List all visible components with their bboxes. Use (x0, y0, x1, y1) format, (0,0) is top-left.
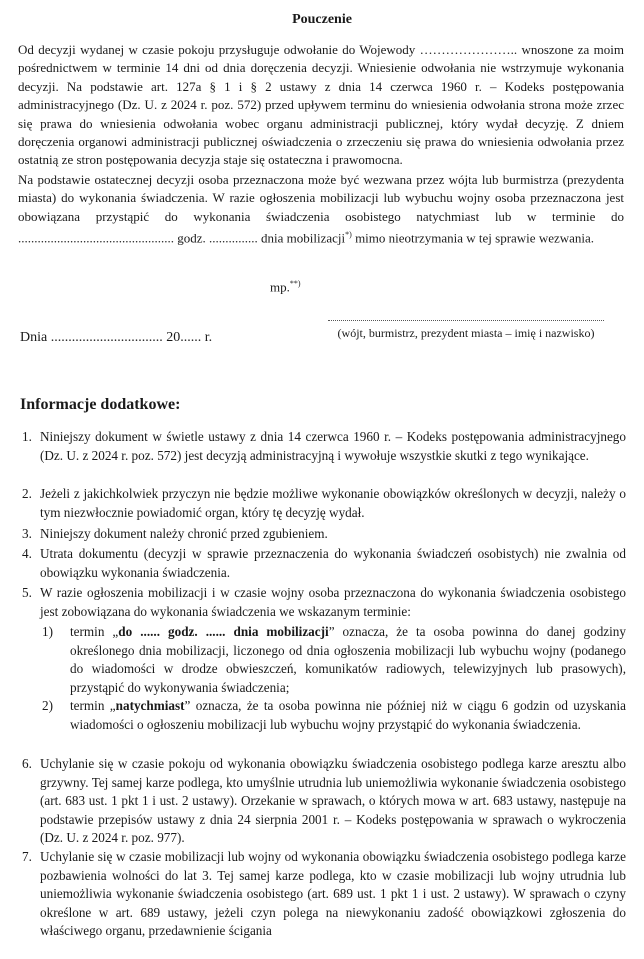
list-item-text: W razie ogłoszenia mobilizacji i w czasie wojny osoba przeznaczona do wykonania świadczenia osobistego jest zobowiązana do wykonania świadczenia we wskazanym terminie: (40, 585, 626, 619)
signature-line (328, 320, 604, 321)
term-prefix: termin „ (70, 624, 119, 639)
list-item-text: Niniejszy dokument w świetle ustawy z dnia 14 czerwca 1960 r. – Kodeks postępowania administracyjnego (Dz. U. z 2024 r. poz. 572) jest decyzją administracyjną i wywołuje wszystkie skutki z tego wynikające. (40, 429, 626, 463)
list-item (22, 485, 626, 522)
list-number: 3. (22, 526, 32, 541)
list-number: 7. (22, 849, 32, 864)
list-number: 2) (42, 698, 53, 713)
signature-caption: (wójt, burmistrz, prezydent miasta – imię i nazwisko) (337, 326, 595, 340)
footnote-marker: *) (345, 230, 352, 240)
summons-paragraph (18, 171, 624, 248)
list-number: 6. (22, 756, 32, 771)
appeal-instruction-paragraph: Od decyzji wydanej w czasie pokoju przysługuje odwołanie do Wojewody ………………….. wnoszone za moim pośrednictwem w terminie 14 dni od dnia doręczenia decyzji. Wniesienie odwołania nie wstrzymuje wykonania decyzji. Na podstawie art. 127a § 1 i § 2 ustawy z dnia 14 czerwca 1960 r. – Kodeks postępowania administracyjnego (Dz. U. z 2024 r. poz. 572) przed upływem terminu do wniesienia odwołania strona może zrzec się prawa do wniesienia odwołania wobec organu administracji publicznej, który wydał decyzję. Z dniem doręczenia organowi administracji publicznej oświadczenia o zrzeczeniu się prawa do wniesienia odwołania przez ostatnią ze stron postępowania decyzja staje się ostateczna i prawomocna. (18, 42, 624, 168)
list-number: 1. (22, 429, 32, 444)
list-number: 2. (22, 486, 32, 501)
stamp-place (270, 279, 301, 295)
sub-list-item-text (70, 697, 626, 734)
list-number: 4. (22, 546, 32, 561)
term-description: ” oznacza, że ta osoba powinna nie później niż w ciągu 6 godzin od uzyskania wiadomości o ogłoszeniu mobilizacji lub wybuchu wojny przystąpić do wykonania świadczenia. (70, 698, 626, 732)
list-item (22, 848, 626, 941)
list-item-text: Uchylanie się w czasie pokoju od wykonania obowiązku świadczenia osobistego podlega karze aresztu albo grzywny. Tej samej karze podlega, kto umyślnie utrudnia lub uniemożliwia wykonanie świadczenia osobistego (art. 683 ust. 1 pkt 1 i ust. 2 ustawy). Orzekanie w sprawach, o których mowa w art. 683 ustawy, następuje na podstawie przepisów ustawy z dnia 24 sierpnia 2001 r. – Kodeks postępowania w sprawach o wykroczenia (Dz. U. z 2024 r. poz. 977). (40, 756, 626, 846)
info-heading: Informacje dodatkowe: (20, 396, 181, 413)
document-title: Pouczenie (292, 12, 352, 27)
list-item (22, 584, 626, 621)
summons-text-end: mimo nieotrzymania w tej sprawie wezwania. (351, 230, 595, 246)
date-line: Dnia ................................ 20...... r. (20, 330, 213, 345)
list-item-text: Utrata dokumentu (decyzji w sprawie przeznaczenia do wykonania świadczeń osobistych) nie zwalnia od obowiązku wykonania świadczenia. (40, 546, 626, 580)
sub-list-item (42, 623, 626, 697)
list-item (22, 428, 626, 465)
term-bold: do ...... godz. ...... dnia mobilizacji (118, 624, 329, 639)
list-item-text: Jeżeli z jakichkolwiek przyczyn nie będzie możliwe wykonanie obowiązków określonych w decyzji, należy o tym niezwłocznie powiadomić organ, który tę decyzję wydał. (40, 486, 626, 520)
sub-list-item (42, 697, 626, 734)
stamp-footnote-marker: **) (289, 279, 301, 288)
term-prefix: termin „ (70, 698, 116, 713)
list-item (22, 755, 626, 848)
list-number: 5. (22, 585, 32, 600)
stamp-label: mp. (270, 279, 290, 295)
list-item (22, 525, 626, 544)
list-number: 1) (42, 624, 53, 639)
term-bold: natychmiast (115, 698, 185, 713)
list-item-text: Niniejszy dokument należy chronić przed zgubieniem. (40, 526, 328, 541)
sub-list-item-text (70, 623, 626, 697)
list-item (22, 545, 626, 582)
list-item-text: Uchylanie się w czasie mobilizacji lub wojny od wykonania obowiązku świadczenia osobistego podlega karze pozbawienia wolności do lat 3. Tej samej karze podlega, kto w czasie mobilizacji lub wojny utrudnia lub uniemożliwia wykonanie świadczenia osobistego (art. 689 ust. 1 pkt 1 i ust. 2 ustawy). W sprawach o czyny określone w art. 689 ustawy, jeżeli czyn polega na niewykonaniu zadość obowiązkowi zgłoszenia do właściwego organu, przedawnienie ścigania (40, 849, 626, 939)
summons-text: Na podstawie ostatecznej decyzji osoba przeznaczona może być wezwana przez wójta lub burmistrza (prezydenta miasta) do wykonania świadczenia. W razie ogłoszenia mobilizacji lub wybuchu wojny osoba przeznaczona jest obowiązana przystąpić do wykonania świadczenia osobistego natychmiast lub w terminie do ................................................ godz. ............... dnia mobilizacji (18, 172, 624, 246)
term-description: ” oznacza, że ta osoba powinna do danej godziny określonego dnia mobilizacji, liczonego od dnia ogłoszenia mobilizacji lub wybuchu wojny (podanego do wiadomości w drodze obwieszczeń, komunikatów radiowych, telewizyjnych lub prasowych), przystąpić do wykonywania świadczenia; (70, 624, 626, 695)
